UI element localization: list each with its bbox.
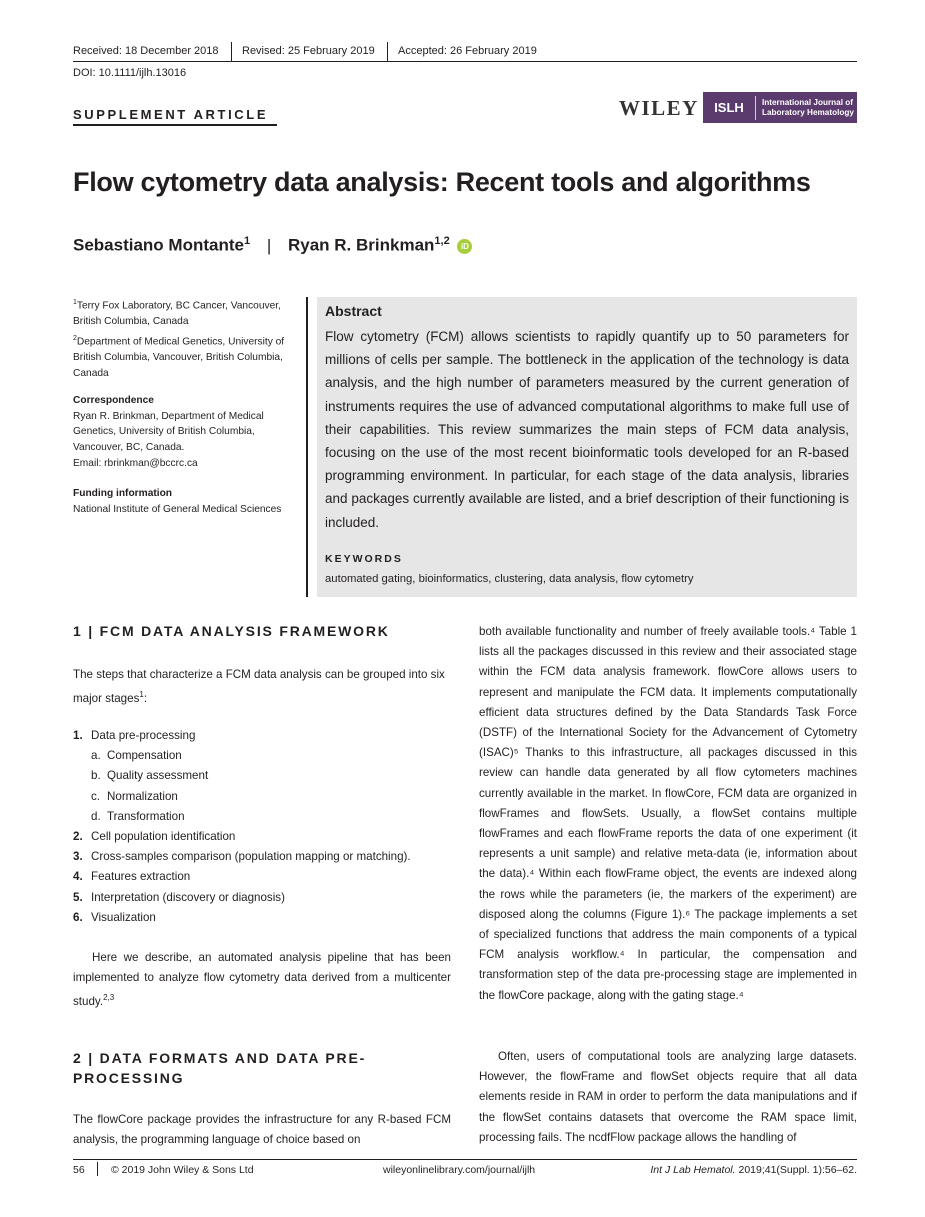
list-label: Cell population identification [91, 830, 236, 844]
affiliation-2 [73, 331, 298, 382]
publisher-logo: WILEY [619, 96, 699, 120]
copyright: © 2019 John Wiley & Sons Ltd [111, 1164, 254, 1176]
article-type: SUPPLEMENT ARTICLE [73, 107, 269, 122]
journal-name-line2: Laboratory Hematology [762, 107, 854, 117]
correspondence [73, 393, 298, 472]
sub-letter: a. [91, 749, 101, 763]
sub-label: Compensation [107, 749, 182, 763]
aff-text: Terry Fox Laboratory, BC Cancer, Vancouver, British Columbia, Canada [73, 300, 281, 328]
citation-journal: Int J Lab Hematol. [650, 1164, 736, 1176]
list-item [73, 867, 451, 887]
section-1-pipeline [73, 948, 451, 1012]
accepted-date: Accepted: 26 February 2019 [398, 45, 537, 57]
abstract-rule [306, 297, 308, 597]
funding-text: National Institute of General Medical Sciences [73, 503, 282, 515]
list-num: 6. [73, 910, 83, 924]
intro-end: : [143, 692, 148, 706]
author-list [73, 235, 472, 256]
list-label: Cross-samples comparison (population mapping or matching). [91, 850, 411, 864]
column-2-paragraph-1: both available functionality and number of freely available tools.⁴ Table 1 lists all the packages discussed in this review and their associated stage within the FCM data analysis framework. flowCore allows users to represent and manipulate the FCM data. It implements computationally efficient data structures defined by the Data Standards Task Force (DSTF) of the International Society for the Advancement of Cytometry (ISAC)⁵ Thanks to this infrastructure, all packages discussed in this review can handle data generated by all flow cytometers machines currently available in the market. In flowCore, FCM data are organized in flowFrames and flowSets. Usually, a flowSet contains multiple flowFrames and each flowFrame reports the data of one experiment (it represents a unit sample) and relative meta-data (ie, information about the data).⁴ Within each flowFrame object, the events are indexed along the rows while the parameters (ie, the markers of the experiment) are disposed along the columns (Figure 1).⁶ The package implements a set of specialized functions that address the main components of a typical FCM analysis workflow.⁴ In particular, the compensation and transformation step of the data pre-processing stage are implemented in the flowCore package, along with the gating stage.⁴ [479, 625, 857, 1002]
journal-url[interactable]: wileyonlinelibrary.com/journal/ijlh [383, 1164, 536, 1176]
doi[interactable]: DOI: 10.1111/ijlh.13016 [73, 67, 187, 79]
keywords: automated gating, bioinformatics, clustering, data analysis, flow cytometry [325, 573, 694, 585]
citation-sup: 1 [139, 690, 144, 700]
sub-letter: d. [91, 809, 101, 823]
divider [387, 42, 388, 62]
footer-rule [73, 1159, 857, 1160]
section-2-heading-line1: 2 | DATA FORMATS AND DATA PRE- [73, 1050, 367, 1066]
section-1-heading: 1 | FCM DATA ANALYSIS FRAMEWORK [73, 623, 390, 639]
list-item [73, 908, 451, 928]
list-item [73, 726, 451, 746]
author-name[interactable]: Sebastiano Montante [73, 235, 244, 255]
author-affiliation-sup: 1,2 [434, 235, 450, 247]
aff-sup: 2 [73, 335, 77, 342]
sub-label: Transformation [107, 809, 185, 823]
pipeline-text: Here we describe, an automated analysis pipeline that has been implemented to analyze flow cytometry data derived from a multicenter study. [73, 951, 451, 1009]
divider [231, 42, 232, 62]
list-subitem [73, 807, 451, 827]
aff-sup: 1 [73, 299, 77, 306]
author-affiliation-sup: 1 [243, 235, 251, 247]
journal-name [756, 98, 854, 118]
author-separator: | [266, 235, 272, 255]
article-title: Flow cytometry data analysis: Recent tools and algorithms [73, 167, 811, 197]
affiliation-1 [73, 295, 298, 330]
sub-label: Quality assessment [107, 769, 209, 783]
sub-label: Normalization [107, 789, 178, 803]
stages-list [73, 726, 451, 928]
page-number: 56 [73, 1164, 85, 1176]
list-subitem [73, 787, 451, 807]
list-num: 2. [73, 830, 83, 844]
list-num: 4. [73, 870, 83, 884]
column-2-paragraph-2: Often, users of computational tools are analyzing large datasets. However, the flowFrame and flowSet objects require that all data elements reside in RAM in order to perform the data manipulations and if the flowSet contains datasets that overcome the RAM space limit, processing fails. The ncdfFlow package allows the handling of [479, 1050, 857, 1144]
intro-text: The steps that characterize a FCM data analysis can be grouped into six major stages [73, 668, 445, 706]
header-rule [73, 61, 857, 62]
list-num: 1. [73, 729, 83, 742]
list-label: Data pre-processing [91, 729, 196, 742]
section-2-text: The flowCore package provides the infrastructure for any R-based FCM analysis, the programming language of choice based on [73, 1113, 451, 1147]
funding [73, 486, 298, 517]
correspondence-text: Ryan R. Brinkman, Department of Medical Genetics, University of British Columbia, Vancouver, BC, Canada. [73, 410, 264, 454]
received-date: Received: 18 December 2018 [73, 45, 219, 57]
list-item [73, 888, 451, 908]
citation [650, 1164, 857, 1176]
section-1-intro [73, 665, 451, 709]
keywords-label: KEYWORDS [325, 553, 403, 565]
aff-text: Department of Medical Genetics, University of British Columbia, Vancouver, British Columbia, Canada [73, 336, 285, 379]
article-type-underline [73, 124, 277, 126]
list-num: 5. [73, 890, 83, 904]
journal-name-line1: International Journal of [762, 97, 853, 107]
list-num: 3. [73, 850, 83, 864]
list-label: Interpretation (discovery or diagnosis) [91, 890, 285, 904]
author-name[interactable]: Ryan R. Brinkman [287, 235, 435, 255]
citation-rest: 2019;41(Suppl. 1):56–62. [735, 1164, 857, 1176]
abstract-heading: Abstract [325, 303, 382, 319]
abstract-box [317, 297, 857, 597]
sub-letter: b. [91, 769, 101, 783]
sub-letter: c. [91, 789, 101, 803]
citation-sup: 2,3 [103, 993, 115, 1003]
section-2-heading [73, 1048, 451, 1088]
list-label: Visualization [91, 910, 156, 924]
footer-divider [97, 1162, 98, 1176]
list-subitem [73, 746, 451, 766]
correspondence-label: Correspondence [73, 395, 154, 406]
list-subitem [73, 766, 451, 786]
journal-logo [703, 92, 857, 123]
list-item [73, 827, 451, 847]
list-label: Features extraction [91, 870, 191, 884]
list-item [73, 847, 451, 867]
orcid-icon[interactable]: iD [457, 239, 472, 254]
journal-abbrev: ISLH [703, 96, 756, 120]
funding-label: Funding information [73, 488, 173, 499]
abstract-text: Flow cytometry (FCM) allows scientists to rapidly quantify up to 50 parameters for millions of cells per sample. The bottleneck in the application of the technology is data analysis, and the high number of parameters measured by the current generation of instruments requires the use of advanced computational algorithms to make full use of their capabilities. This review summarizes the main steps of FCM data analysis, focusing on the use of the most recent bioinformatic tools developed for an R-based programming environment. In particular, for each stage of the data analysis, libraries and packages currently available are listed, and a brief description of their functioning is included. [325, 329, 849, 530]
correspondence-email[interactable]: Email: rbrinkman@bccrc.ca [73, 457, 198, 469]
revised-date: Revised: 25 February 2019 [242, 45, 375, 57]
section-2-heading-line2: PROCESSING [73, 1070, 185, 1086]
